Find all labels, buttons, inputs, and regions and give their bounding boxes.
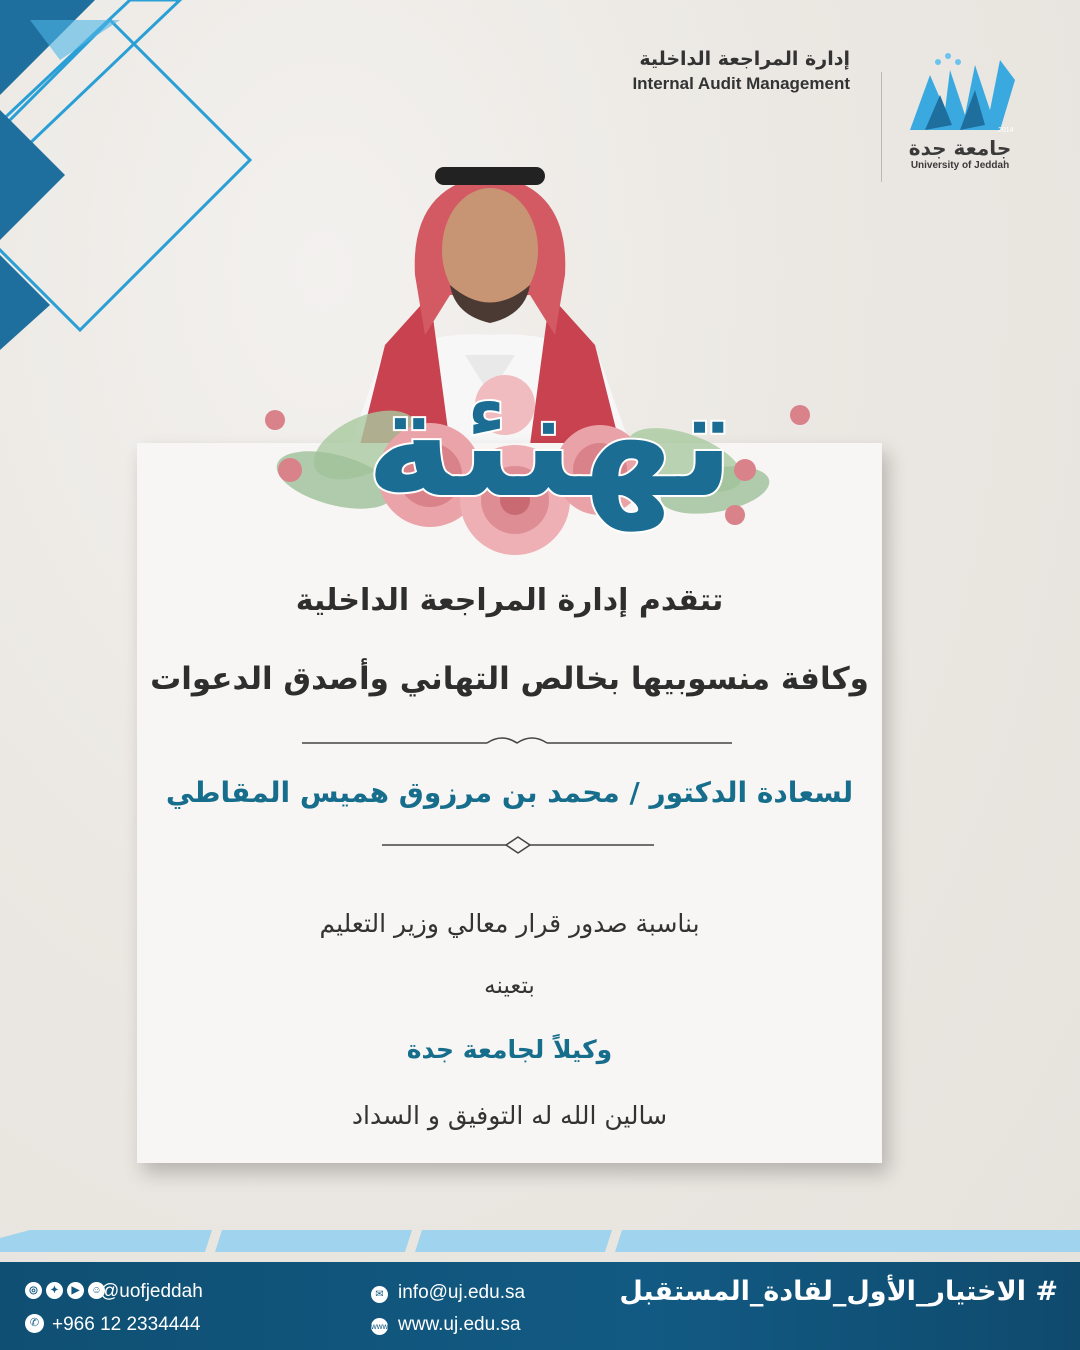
- corner-decoration: [0, 0, 260, 360]
- social-icons: [25, 1282, 105, 1299]
- phone-number[interactable]: +966 12 2334444: [52, 1314, 201, 1335]
- ornament-divider-bottom: [382, 835, 654, 855]
- sender-line: تتقدم إدارة المراجعة الداخلية: [295, 583, 724, 618]
- phone-icon: ✆: [25, 1314, 44, 1333]
- social-handle[interactable]: @uofjeddah: [100, 1281, 203, 1302]
- instagram-icon[interactable]: ◎: [25, 1282, 42, 1299]
- ornament-divider-top: [302, 733, 732, 753]
- email-link[interactable]: info@uj.edu.sa: [398, 1282, 526, 1303]
- youtube-icon[interactable]: ▶: [67, 1282, 84, 1299]
- honoree-name: لسعادة الدكتور / محمد بن مرزوق هميس المقاطي: [165, 776, 854, 809]
- twitter-icon[interactable]: ✦: [46, 1282, 63, 1299]
- university-logo: [880, 40, 1040, 185]
- department-name-ar: إدارة المراجعة الداخلية: [639, 48, 850, 70]
- campaign-hashtag: # الاختيار_الأول_لقادة_المستقبل: [619, 1276, 1058, 1307]
- university-name-en: University of Jeddah: [910, 160, 1010, 171]
- tahnia-calligraphy: [360, 330, 740, 550]
- appointment-line: بتعينه: [484, 973, 535, 999]
- university-logo-icon: [890, 40, 1030, 140]
- footer-bar: [0, 1262, 1080, 1350]
- position-line: وكيلاً لجامعة جدة: [406, 1035, 613, 1064]
- website-link[interactable]: www.uj.edu.sa: [398, 1314, 521, 1335]
- department-name-en: Internal Audit Management: [632, 74, 850, 93]
- globe-icon: www: [371, 1318, 388, 1335]
- department-block: [632, 48, 850, 94]
- university-name-ar: جامعة جدة: [908, 136, 1012, 160]
- tahnia-title: تهنئة: [365, 357, 735, 531]
- occasion-line: بناسبة صدور قرار معالي وزير التعليم: [319, 909, 700, 938]
- snapchat-icon[interactable]: ☺: [88, 1282, 105, 1299]
- footer-stripe: [0, 1230, 1080, 1260]
- closing-line: سالين الله له التوفيق و السداد: [351, 1101, 668, 1130]
- greeting-line: وكافة منسوبيها بخالص التهاني وأصدق الدعوات: [150, 661, 869, 697]
- logo-year: 2014: [998, 127, 1014, 134]
- email-icon: ✉: [371, 1286, 388, 1303]
